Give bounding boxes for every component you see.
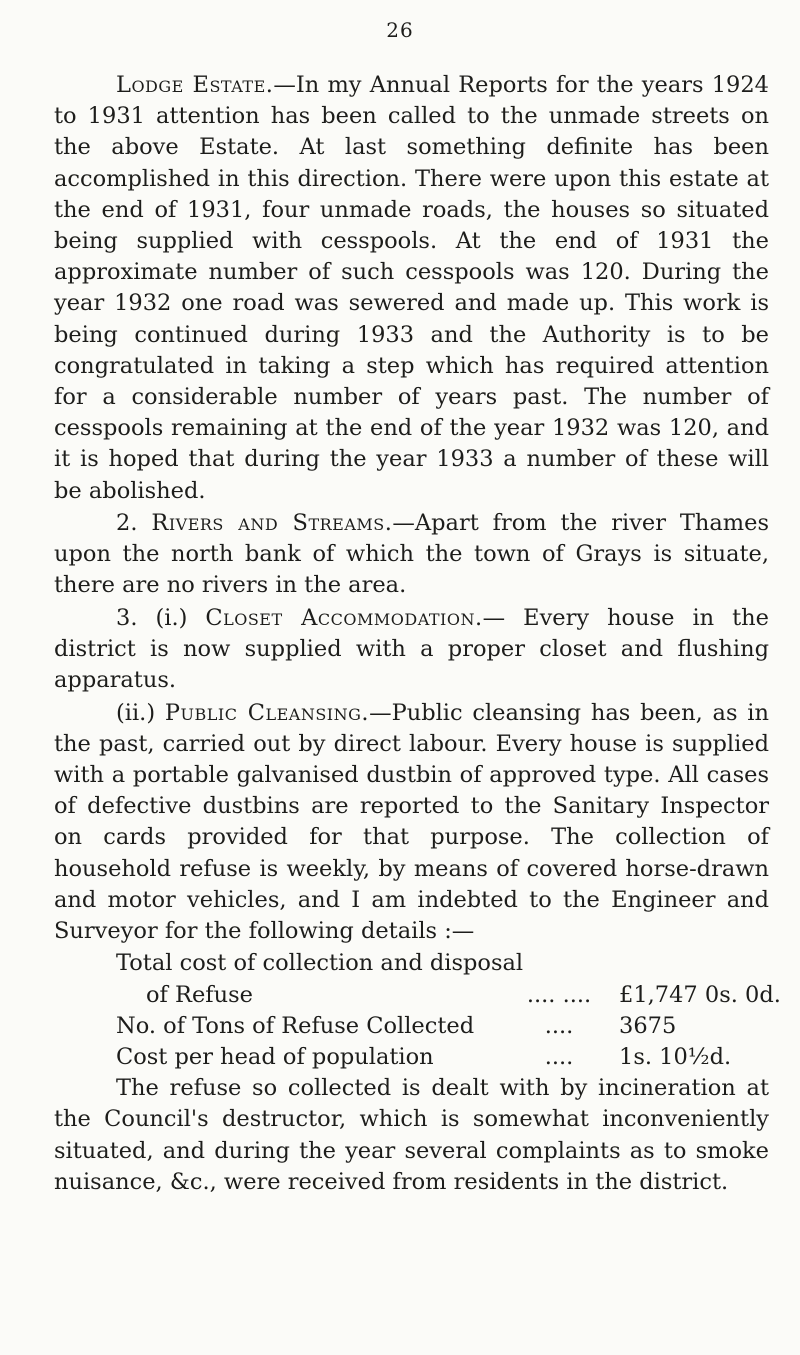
text-lodge-estate: —In my Annual Reports for the years 1924 to 1931 attention has been called to the unmade streets on the above Estate. At last something definite has been accomplished in this direction. There were upon this estate at the end of 1931, four unmade roads, the houses so situated being supplied with cesspools. At the end of 1931 the approximate number of such cesspools was 120. During the year 1932 one road was sewered and made up. This work is being continued during 1933 and the Authority is to be congratulated in taking a step which has required attention for a considerable number of years past. The number of cesspools remaining at the end of the year 1932 was 120, and it is hoped that during the year 1933 a number of these will be abolished. [54,72,769,504]
cost-row-per-head [54,1042,769,1073]
per-head-label: Cost per head of population [116,1044,434,1071]
cost-row-total [54,980,781,1011]
total-dots: .... .... [526,981,592,1008]
paragraph-rivers [54,508,769,602]
cost-table [54,948,781,1073]
number-cleansing: (ii.) [116,699,156,726]
heading-cleansing: Public Cleansing. [164,699,370,726]
per-head-dots: .... [544,1044,574,1071]
text-rivers: —Apart from the river Thames upon the north bank of which the town of Grays is situate, there are no rivers in the area. [54,510,769,599]
heading-lodge-estate: Lodge Estate. [116,72,274,98]
number-rivers: 2. [116,510,138,537]
paragraph-cleansing [54,698,769,948]
text-cleansing: —Public cleansing has been, as in the past, carried out by direct labour. Every house is supplied with a portable galvanised dustbin of approved type. All cases of defective dustbins are reported to the Sanitary Inspector on cards provided for that purpose. The collection of household refuse is weekly, by means of covered horse-drawn and motor vehicles, and I am indebted to the Engineer and Surveyor for the following details :— [54,699,769,945]
tons-dots: .... [544,1012,574,1039]
paragraph-lodge-estate [54,70,769,507]
text-closet: — Every house in the district is now supplied with a proper closet and flushing apparatus. [54,604,769,694]
per-head-value: 1s. 10½d. [619,1044,732,1071]
heading-closet: Closet Accommodation. [205,604,483,631]
body-text [54,70,781,1199]
cost-row-total-heading [54,948,769,979]
heading-rivers: Rivers and Streams. [151,510,393,537]
total-value: £1,747 0s. 0d. [619,981,781,1008]
paragraph-closet [54,603,769,697]
text-refuse: The refuse so collected is dealt with by incineration at the Council's destructor, which is somewhat inconveniently situated, and during the year several complaints as to smoke nuisance, &c., were received from residents in the district. [54,1075,769,1195]
number-closet: 3. (i.) [116,604,188,631]
total-label-line2: of Refuse [146,981,253,1008]
cost-row-tons [54,1011,769,1042]
tons-value: 3675 [619,1012,677,1039]
paragraph-refuse [54,1073,769,1198]
page-number: 26 [386,18,414,42]
tons-label: No. of Tons of Refuse Collected [116,1012,475,1039]
total-label-line1: Total cost of collection and disposal [116,950,524,977]
